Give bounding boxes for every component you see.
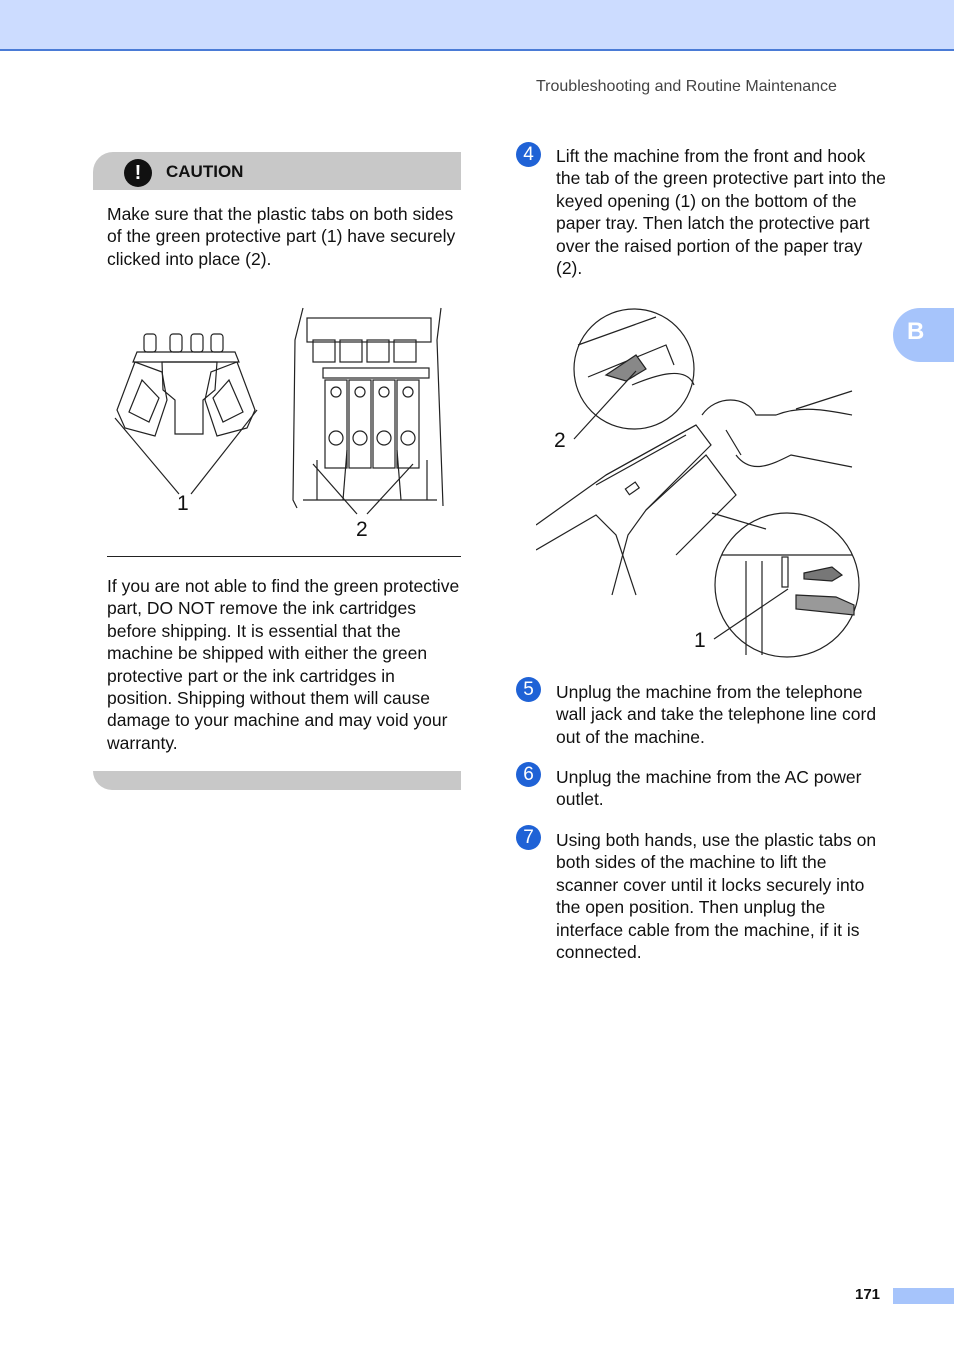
footer-band (893, 1288, 954, 1304)
page-number: 171 (855, 1286, 881, 1303)
caution-footer-band (93, 771, 461, 790)
header-band (0, 0, 954, 51)
caution-divider (107, 556, 461, 557)
figure-callout-2: 2 (356, 518, 368, 541)
step-marker-4: 4 (516, 142, 541, 167)
step-marker-7: 7 (516, 825, 541, 850)
step-text-5: Unplug the machine from the telephone wall jack and take the telephone line cord out of the machine. (556, 682, 877, 747)
step-marker-5: 5 (516, 677, 541, 702)
step-marker-6: 6 (516, 762, 541, 787)
step-text-6: Unplug the machine from the AC power outlet. (556, 767, 862, 810)
exclamation-icon: ! (124, 159, 152, 187)
step-figure-callout-2: 2 (554, 429, 566, 452)
step-figure-callout-1: 1 (694, 629, 706, 652)
protective-part-illustration (107, 300, 461, 545)
chapter-tab (893, 308, 954, 362)
figure-callout-1: 1 (177, 492, 189, 515)
caution-paragraph-1: Make sure that the plastic tabs on both sides of the green protective part (1) have securely clicked into place (2). (107, 204, 456, 269)
caution-paragraph-2: If you are not able to find the green protective part, DO NOT remove the ink cartridges before shipping. It is essential that the machine be shipped with either the green protective part or the ink cartridges in position. Shipping without them will cause damage to your machine and may void your warranty. (107, 576, 460, 753)
paper-tray-illustration (536, 305, 866, 660)
step-text-4: Lift the machine from the front and hook the tab of the green protective part into the keyed opening (1) on the bottom of the paper tray. Then latch the protective part over the raised portion of the paper tray (2). (556, 146, 886, 279)
caution-header (93, 152, 461, 190)
caution-label: CAUTION (166, 162, 244, 181)
running-header: Troubleshooting and Routine Maintenance (536, 78, 837, 95)
chapter-tab-letter: B (907, 318, 925, 345)
step-text-7: Using both hands, use the plastic tabs on both sides of the machine to lift the scanner cover until it locks securely into the open position. Then unplug the interface cable from the machine, if it is connected. (556, 830, 877, 963)
